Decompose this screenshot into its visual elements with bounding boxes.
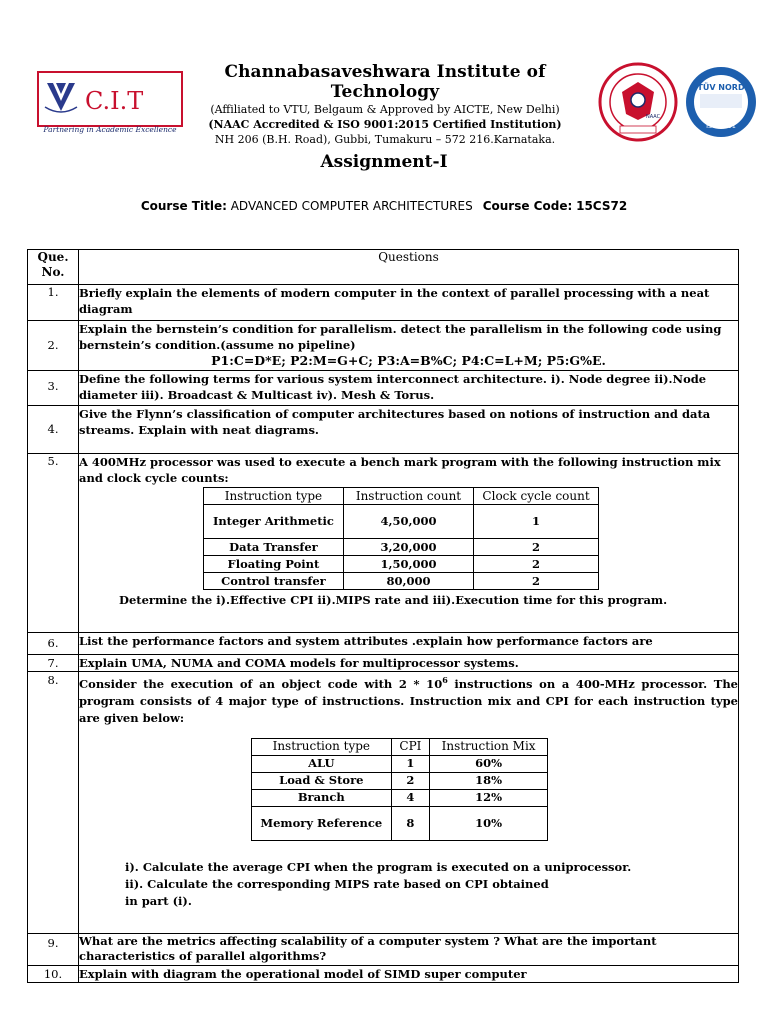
svg-text:TÜV NORD: TÜV NORD: [697, 83, 745, 92]
table-header-cell: Instruction type: [204, 488, 344, 505]
course-info: [0, 199, 768, 213]
questions-table: [27, 249, 739, 983]
cit-logo: [37, 71, 183, 131]
question-text: A 400MHz processor was used to execute a bench mark program with the following instruction mix and clock cycle counts:: [79, 455, 721, 485]
naac-seal-icon: [598, 62, 678, 142]
tuv-nord-seal-icon: [684, 64, 758, 140]
question-number: 4.: [28, 406, 79, 454]
table-row: [28, 633, 739, 655]
table-cell: 10%: [430, 806, 548, 840]
cpi-mix-table: [251, 738, 548, 841]
table-cell: 4: [391, 789, 430, 806]
sub-question: ii). Calculate the corresponding MIPS rate based on CPI obtained: [125, 876, 549, 891]
accreditation-line: (NAAC Accredited & ISO 9001:2015 Certified Institution): [208, 118, 562, 131]
question-number: 2.: [28, 321, 79, 371]
table-header-row: [28, 250, 739, 285]
table-cell: 2: [474, 539, 599, 556]
table-header-cell: CPI: [391, 738, 430, 755]
table-cell: Floating Point: [204, 556, 344, 573]
question-text: Briefly explain the elements of modern computer in the context of parallel processing with a neat diagram: [79, 285, 739, 321]
table-cell: 2: [474, 556, 599, 573]
table-cell: 1: [474, 505, 599, 539]
table-cell: 1,50,000: [343, 556, 473, 573]
table-row: [28, 285, 739, 321]
question-number: 8.: [28, 672, 79, 934]
question-text: What are the metrics affecting scalability of a computer system ? What are the important characteristics of parallel algorithms?: [79, 934, 739, 966]
course-code-label: Course Code:: [482, 199, 573, 213]
question-text: Consider the execution of an object code with $2 * 10^6$ instructions on a 400-MHz processor. The program consists of 4 major type of instructions. Instruction mix and CPI for each instruction type are given below:: [79, 675, 739, 725]
question-number: 5.: [28, 454, 79, 633]
assignment-title: Assignment-I: [320, 152, 448, 172]
questions-header: Questions: [79, 250, 739, 285]
table-row: [28, 454, 739, 633]
table-cell: 3,20,000: [343, 539, 473, 556]
table-header-cell: Clock cycle count: [474, 488, 599, 505]
svg-text:NAAC: NAAC: [646, 114, 661, 120]
table-cell: Control transfer: [204, 573, 344, 590]
institution-name: Channabasaveshwara Institute of Technology: [224, 62, 546, 102]
logo-tagline: Partnering in Academic Excellence: [43, 125, 177, 134]
table-cell: 18%: [430, 772, 548, 789]
question-text: Explain with diagram the operational model of SIMD super computer: [79, 966, 739, 983]
question-text: Explain UMA, NUMA and COMA models for multiprocessor systems.: [79, 655, 739, 672]
table-cell: 2: [391, 772, 430, 789]
table-header-cell: Instruction count: [343, 488, 473, 505]
table-cell: 12%: [430, 789, 548, 806]
question-number: 3.: [28, 371, 79, 406]
sub-question: i). Calculate the average CPI when the program is executed on a uniprocessor.: [125, 859, 632, 874]
question-followup: Determine the i).Effective CPI ii).MIPS rate and iii).Execution time for this program.: [119, 593, 668, 607]
table-row: [28, 406, 739, 454]
question-number: 6.: [28, 633, 79, 655]
table-cell: Integer Arithmetic: [204, 505, 344, 539]
table-cell: ALU: [252, 755, 392, 772]
qno-header: Que. No.: [28, 250, 79, 285]
table-row: [28, 655, 739, 672]
table-cell: 60%: [430, 755, 548, 772]
table-row: [28, 672, 739, 934]
table-row: [28, 934, 739, 966]
question-number: 1.: [28, 285, 79, 321]
instruction-count-table: [203, 487, 599, 590]
table-header-cell: Instruction Mix: [430, 738, 548, 755]
table-cell: 1: [391, 755, 430, 772]
question-number: 7.: [28, 655, 79, 672]
table-cell: Data Transfer: [204, 539, 344, 556]
table-cell: 2: [474, 573, 599, 590]
question-text: Give the Flynn’s classification of computer architectures based on notions of instruction and data streams. Explain with neat diagrams.: [79, 406, 739, 454]
sub-question: in part (i).: [125, 893, 192, 908]
course-title-label: Course Title:: [140, 199, 227, 213]
question-text: List the performance factors and system attributes .explain how performance factors are: [79, 633, 739, 655]
document-header: [0, 0, 768, 150]
course-code-value: 15CS72: [576, 199, 628, 213]
question-number: 9.: [28, 934, 79, 966]
cit-logo-text: C.I.T: [85, 87, 144, 115]
question-text: Define the following terms for various system interconnect architecture. i). Node degree ii).Node diameter iii). Broadcast & Multicast iv). Mesh & Torus.: [79, 371, 739, 406]
table-cell: Load & Store: [252, 772, 392, 789]
table-cell: 4,50,000: [343, 505, 473, 539]
table-header-cell: Instruction type: [252, 738, 392, 755]
table-cell: Branch: [252, 789, 392, 806]
question-code: P1:C=D*E; P2:M=G+C; P3:A=B%C; P4:C=L+M; P5:G%E.: [211, 353, 606, 368]
svg-text:ISO 9001: ISO 9001: [706, 122, 736, 130]
affiliation-line: (Affiliated to VTU, Belgaum & Approved by AICTE, New Delhi): [210, 103, 560, 116]
table-row: [28, 321, 739, 371]
question-number: 10.: [28, 966, 79, 983]
institution-block: [180, 62, 590, 147]
table-row: [28, 371, 739, 406]
table-cell: 80,000: [343, 573, 473, 590]
course-title-value: ADVANCED COMPUTER ARCHITECTURES: [230, 199, 473, 213]
address-line: NH 206 (B.H. Road), Gubbi, Tumakuru – 572 216.Karnataka.: [214, 133, 556, 146]
table-row: [28, 966, 739, 983]
table-cell: 8: [391, 806, 430, 840]
table-cell: Memory Reference: [252, 806, 392, 840]
question-text: Explain the bernstein’s condition for parallelism. detect the parallelism in the following code using bernstein’s condition.(assume no pipeline): [79, 322, 722, 352]
